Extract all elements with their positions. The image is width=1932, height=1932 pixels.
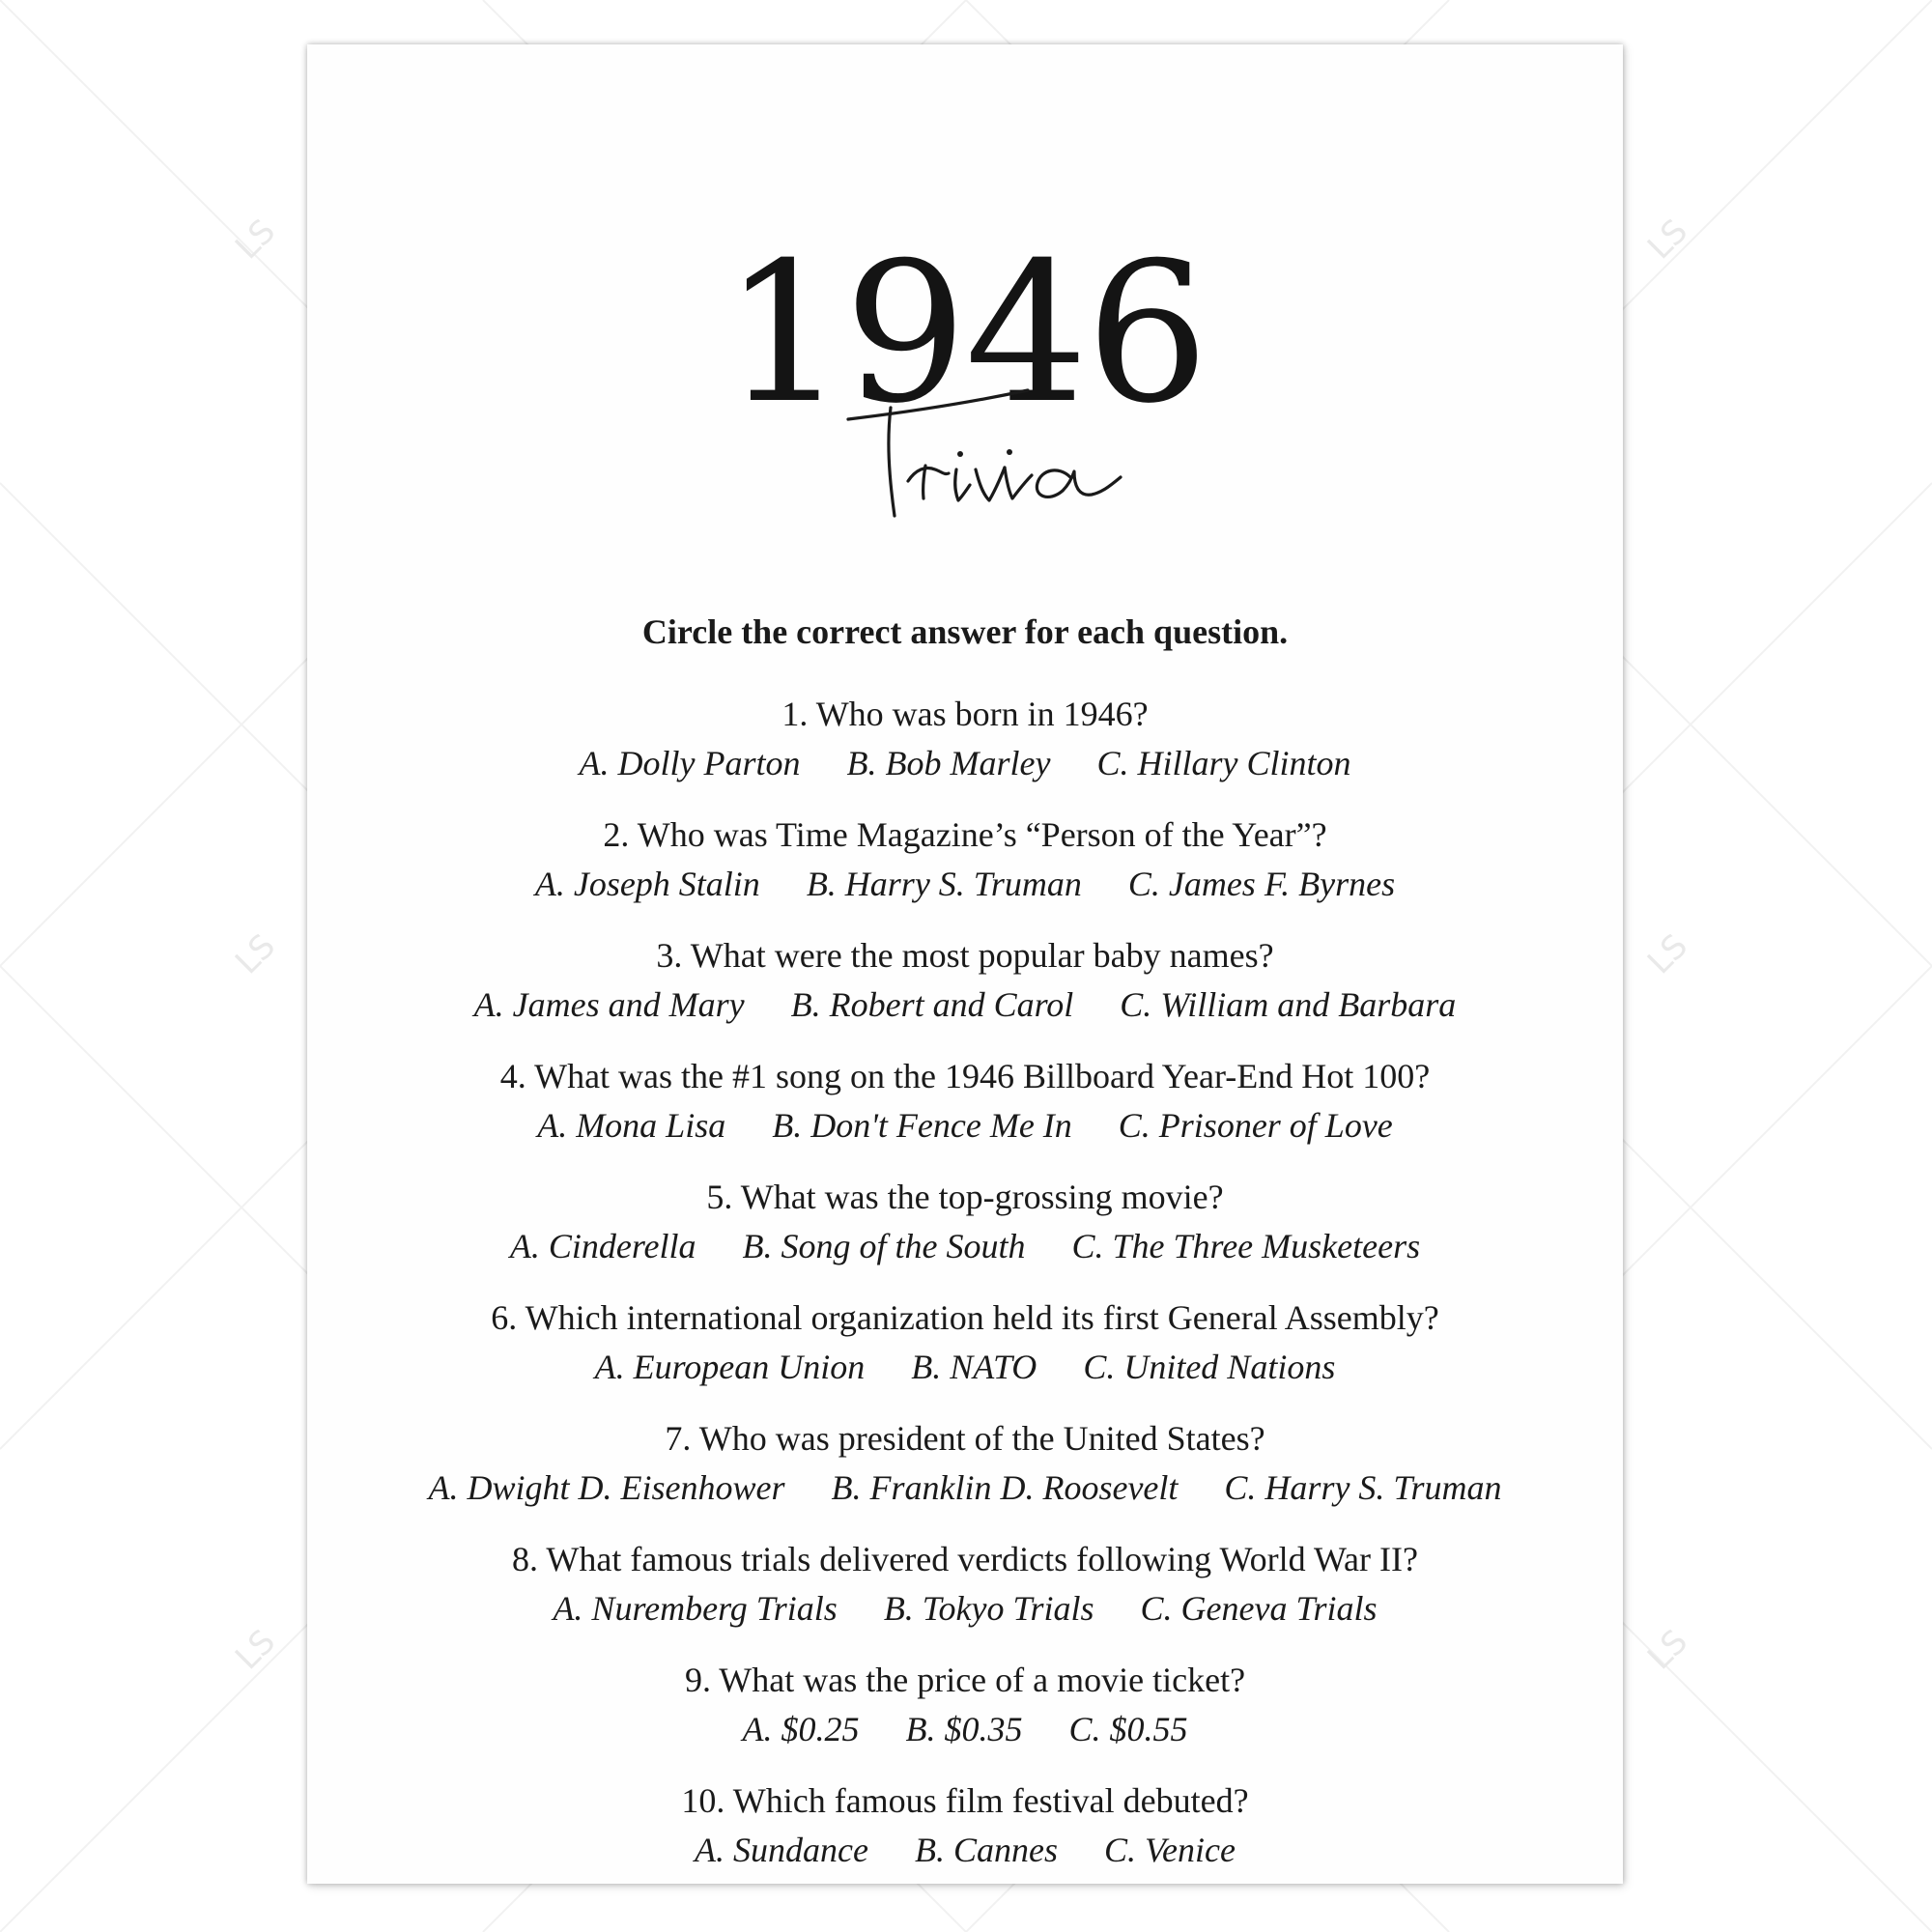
answer-options: [307, 1825, 1623, 1875]
answer-option[interactable]: C. The Three Musketeers: [1071, 1227, 1421, 1265]
answer-option[interactable]: A. Cinderella: [509, 1227, 696, 1265]
question-text: 10. Which famous film festival debuted?: [681, 1781, 1249, 1820]
question-item: [307, 1656, 1623, 1754]
question-text: 8. What famous trials delivered verdicts following World War II?: [512, 1540, 1418, 1578]
answer-option[interactable]: C. William and Barbara: [1120, 985, 1457, 1024]
question-item: [307, 1776, 1623, 1875]
question-text: 2. Who was Time Magazine’s “Person of the Year”?: [603, 815, 1327, 854]
answer-option[interactable]: C. $0.55: [1068, 1710, 1188, 1748]
answer-options: [307, 1583, 1623, 1634]
question-text: 9. What was the price of a movie ticket?: [684, 1661, 1246, 1699]
question-item: [307, 931, 1623, 1030]
answer-option[interactable]: B. Song of the South: [742, 1227, 1026, 1265]
answer-options: [307, 1704, 1623, 1754]
answer-option[interactable]: C. Harry S. Truman: [1224, 1468, 1502, 1507]
answer-option[interactable]: C. Geneva Trials: [1140, 1589, 1378, 1628]
watermark-mark: LS: [1640, 926, 1696, 982]
answer-option[interactable]: C. Venice: [1104, 1831, 1236, 1869]
answer-option[interactable]: C. Hillary Clinton: [1096, 744, 1351, 782]
question-item: [307, 1535, 1623, 1634]
answer-option[interactable]: B. $0.35: [905, 1710, 1023, 1748]
question-text: 7. Who was president of the United States?: [665, 1419, 1265, 1458]
question-item: [307, 1052, 1623, 1151]
answer-options: [307, 1342, 1623, 1392]
answer-options: [307, 1100, 1623, 1151]
question-text: 3. What were the most popular baby names?: [656, 936, 1274, 975]
answer-option[interactable]: B. Robert and Carol: [790, 985, 1074, 1024]
instruction-text: Circle the correct answer for each question.: [641, 612, 1289, 651]
question-text: 1. Who was born in 1946?: [781, 695, 1149, 733]
answer-options: [307, 1221, 1623, 1271]
answer-options: [307, 738, 1623, 788]
answer-options: [307, 980, 1623, 1030]
answer-option[interactable]: B. NATO: [911, 1348, 1037, 1386]
answer-option[interactable]: C. James F. Byrnes: [1127, 865, 1396, 903]
answer-option[interactable]: B. Don't Fence Me In: [772, 1106, 1072, 1145]
year-heading: 1946: [723, 221, 1208, 446]
question-item: [307, 810, 1623, 909]
answer-option[interactable]: B. Harry S. Truman: [806, 865, 1082, 903]
answer-option[interactable]: A. Joseph Stalin: [534, 865, 760, 903]
question-text: 4. What was the #1 song on the 1946 Billboard Year-End Hot 100?: [499, 1057, 1431, 1095]
answer-option[interactable]: A. James and Mary: [473, 985, 745, 1024]
question-text: 6. Which international organization held its first General Assembly?: [491, 1298, 1439, 1337]
question-item: [307, 690, 1623, 788]
answer-option[interactable]: A. Nuremberg Trials: [553, 1589, 838, 1628]
answer-option[interactable]: B. Franklin D. Roosevelt: [831, 1468, 1179, 1507]
answer-options: [307, 1463, 1623, 1513]
trivia-script-logo: [307, 44, 1623, 547]
question-item: [307, 1173, 1623, 1271]
watermark-mark: LS: [228, 1622, 284, 1678]
watermark-mark: LS: [228, 212, 284, 268]
question-item: [307, 1414, 1623, 1513]
answer-option[interactable]: A. Dolly Parton: [579, 744, 801, 782]
answer-option[interactable]: A. European Union: [594, 1348, 866, 1386]
answer-option[interactable]: A. Sundance: [695, 1831, 868, 1869]
watermark-mark: LS: [1640, 1622, 1696, 1678]
answer-option[interactable]: A. $0.25: [742, 1710, 860, 1748]
answer-option[interactable]: B. Tokyo Trials: [883, 1589, 1094, 1628]
answer-option[interactable]: C. United Nations: [1083, 1348, 1336, 1386]
answer-option[interactable]: B. Bob Marley: [846, 744, 1051, 782]
answer-options: [307, 859, 1623, 909]
answer-option[interactable]: B. Cannes: [915, 1831, 1058, 1869]
question-text: 5. What was the top-grossing movie?: [706, 1178, 1224, 1216]
answer-option[interactable]: A. Mona Lisa: [537, 1106, 726, 1145]
watermark-mark: LS: [228, 926, 284, 982]
watermark-mark: LS: [1640, 212, 1696, 268]
answer-option[interactable]: A. Dwight D. Eisenhower: [428, 1468, 785, 1507]
answer-option[interactable]: C. Prisoner of Love: [1118, 1106, 1393, 1145]
question-item: [307, 1293, 1623, 1392]
trivia-card: [307, 44, 1623, 1884]
